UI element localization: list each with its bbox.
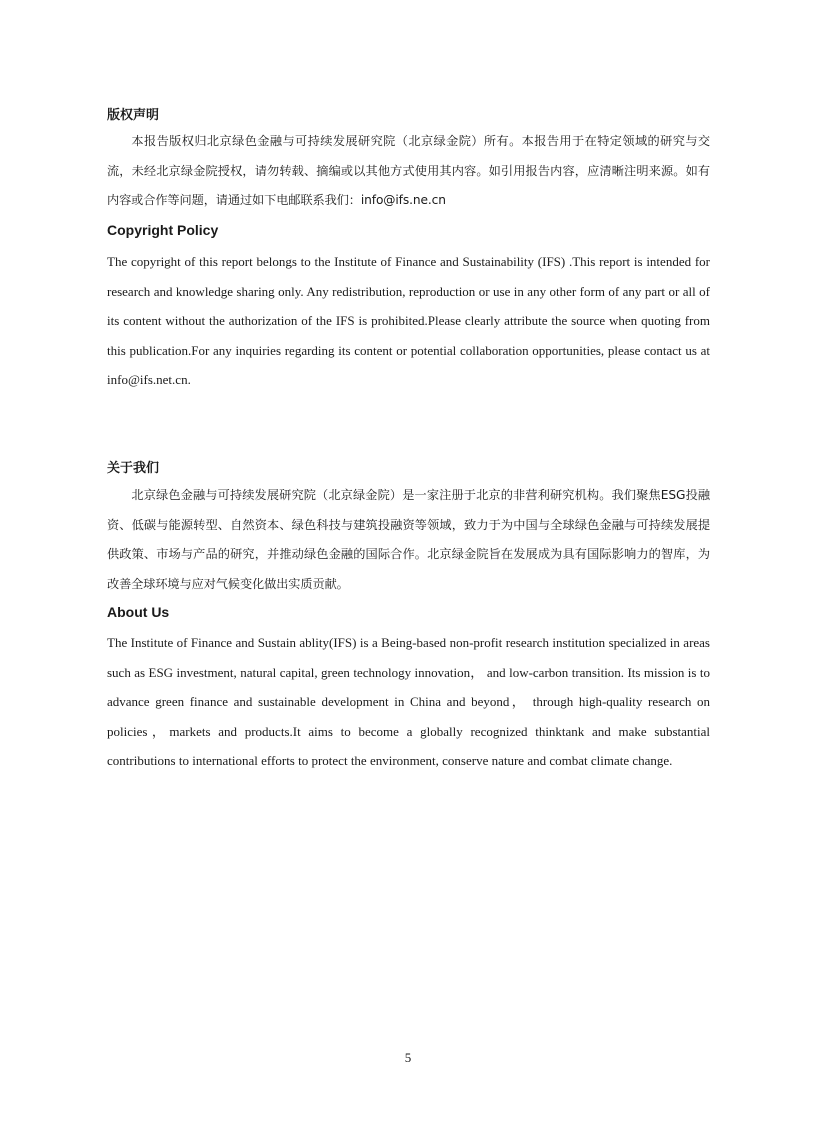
- about-en-heading: About Us: [107, 604, 170, 620]
- about-en-paragraph: The Institute of Finance and Sustain ablity(IFS) is a Being-based non-profit research institution specialized in areas such as ESG investment, natural capital, green technology innovation， and low-carbon transition. Its mission is to advance green finance and sustainable development in China and beyond， through high-quality research on policies，markets and products.It aims to become a globally recognized thinktank and make substantial contributions to international efforts to protect the environment, conserve nature and combat climate change.: [107, 635, 710, 768]
- copyright-en-heading: Copyright Policy: [107, 222, 219, 238]
- copyright-cn-paragraph: 本报告版权归北京绿色金融与可持续发展研究院（北京绿金院）所有。本报告用于在特定领域的研究与交流，未经北京绿金院授权，请勿转载、摘编或以其他方式使用其内容。如引用报告内容，应清晰注明来源。如有内容或合作等问题，请通过如下电邮联系我们：info@ifs.ne.cn: [107, 134, 710, 207]
- about-cn-paragraph: 北京绿色金融与可持续发展研究院（北京绿金院）是一家注册于北京的非营利研究机构。我们聚焦ESG投融资、低碳与能源转型、自然资本、绿色科技与建筑投融资等领域，致力于为中国与全球绿色金融与可持续发展提供政策、市场与产品的研究，并推动绿色金融的国际合作。北京绿金院旨在发展成为具有国际影响力的智库，为改善全球环境与应对气候变化做出实质贡献。: [107, 488, 710, 591]
- page-number: 5: [404, 1050, 412, 1065]
- about-cn-heading: 关于我们: [107, 461, 160, 476]
- copyright-en-paragraph: The copyright of this report belongs to the Institute of Finance and Sustainability (IFS) .This report is intended for research and knowledge sharing only. Any redistribution, reproduction or use in any other form of any part or all of its content without the authorization of the IFS is prohibited.Please clearly attribute the source when quoting from this publication.For any inquiries regarding its content or potential collaboration opportunities, please contact us at info@ifs.net.cn.: [107, 254, 710, 387]
- copyright-cn-heading: 版权声明: [107, 108, 160, 123]
